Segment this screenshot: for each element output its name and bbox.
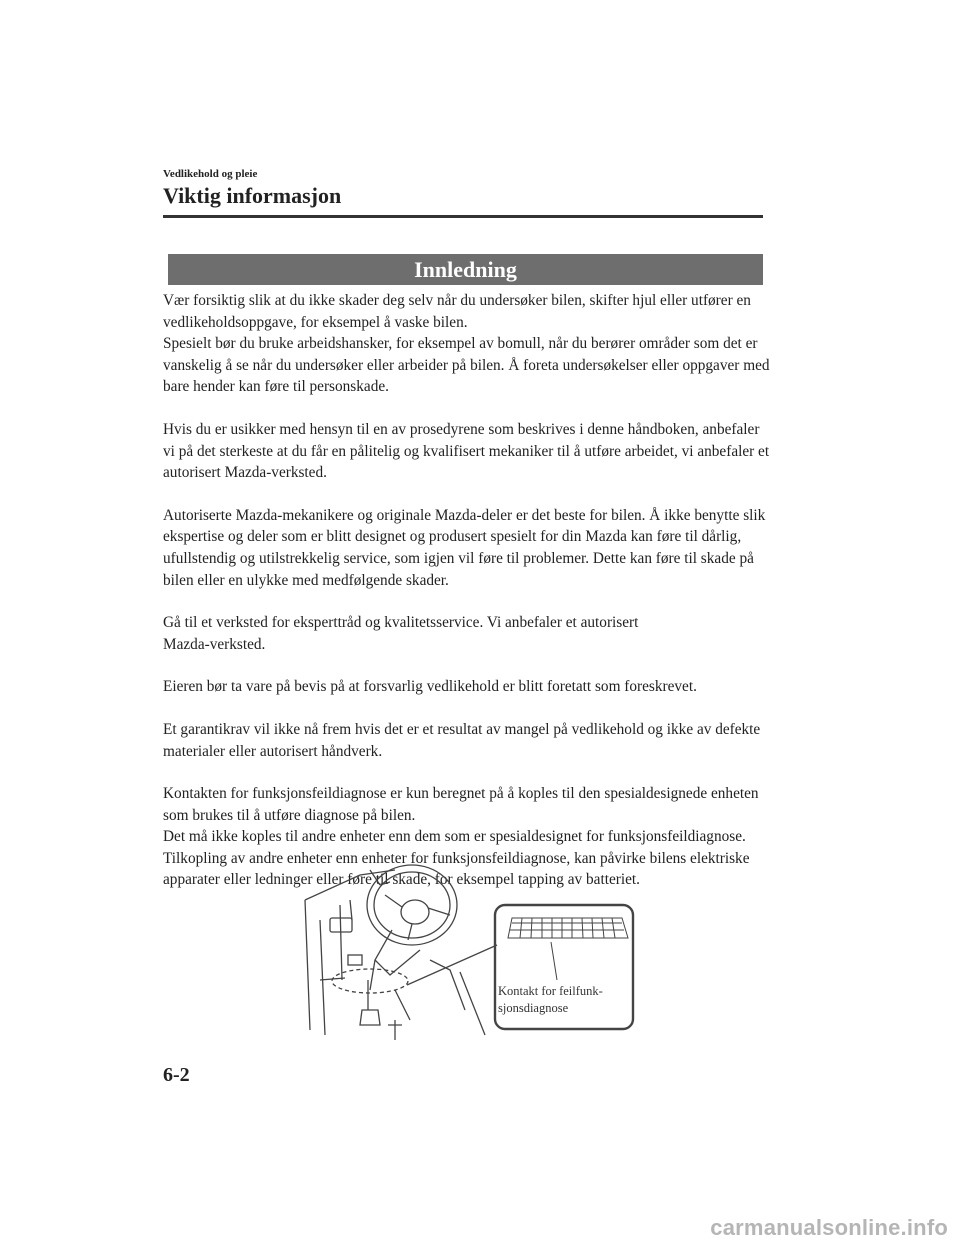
steering-column — [370, 930, 420, 990]
connector-detail — [508, 918, 628, 938]
callout-label-line-2: sjonsdiagnose — [498, 1001, 569, 1015]
dashboard-outline — [305, 870, 395, 1035]
breadcrumb: Vedlikehold og pleie — [163, 168, 258, 180]
paragraph-3: Autoriserte Mazda-mekanikere og originale Mazda-deler er det beste for bilen. Å ikke benytte slik ekspertise og deler som er blitt designet og produsert spesielt for din Mazda kan føre til dårlig, ufullstendig og utilstrekkelig service, som igjen vil føre til problemer. Dette kan føre til skade på bilen eller en ulykke med medfølgende skader. — [163, 506, 766, 589]
watermark: carmanualsonline.info — [710, 1215, 948, 1240]
dash-vent — [348, 955, 362, 965]
paragraph-6: Et garantikrav vil ikke nå frem hvis det er et resultat av mangel på vedlikehold og ikke av defekte materialer eller autorisert håndverk. — [163, 720, 761, 760]
paragraph-7: Kontakten for funksjonsfeildiagnose er kun beregnet på å koples til den spesialdesignede enheten som brukes til å utføre diagnose på bilen. Det må ikke koples til andre enheter enn dem som er spesialdesignet for funksjonsfeildiagnose. Tilkopling av andre enheter enn enheter for funksjonsfeildiagnose, kan påvirke bilens elektriske apparater eller ledninger eller føre til skade, for eksempel tapping av batteriet. — [163, 785, 759, 889]
paragraph-5: Eieren bør ta vare på bevis på at forsvarlig vedlikehold er blitt foretatt som foreskrevet. — [163, 678, 697, 696]
paragraph-4: Gå til et verksted for eksperttråd og kvalitetsservice. Vi anbefaler et autorisert Mazda-verksted. — [163, 614, 639, 653]
page-title: Viktig informasjon — [163, 183, 342, 208]
steering-wheel — [367, 865, 457, 945]
callout-label — [498, 983, 603, 1017]
section-heading: Innledning — [168, 254, 763, 285]
title-rule — [163, 215, 763, 218]
callout-label-line-1: Kontakt for feilfunk- — [498, 984, 603, 998]
body-text — [163, 290, 773, 912]
paragraph-2: Hvis du er usikker med hensyn til en av prosedyrene som beskrives i denne håndboken, anbefaler vi på det sterkeste at du får en pålitelig og kvalifisert mekaniker til å utføre arbeidet, vi anbefaler et autorisert Mazda-verksted. — [163, 420, 770, 482]
page-number: 6-2 — [163, 1064, 190, 1086]
leader-line — [407, 945, 497, 985]
paragraph-1: Vær forsiktig slik at du ikke skader deg selv når du undersøker bilen, skifter hjul eller utfører en vedlikeholdsoppgave, for eksempel å vaske bilen. Spesielt bør du bruke arbeidshansker, for eksempel av bomull, når du berører områder som det er vanskelig å se når du undersøker eller arbeider på bilen. Å foreta undersøkelser eller oppgaver med bare hender kan føre til personskade. — [163, 292, 770, 396]
